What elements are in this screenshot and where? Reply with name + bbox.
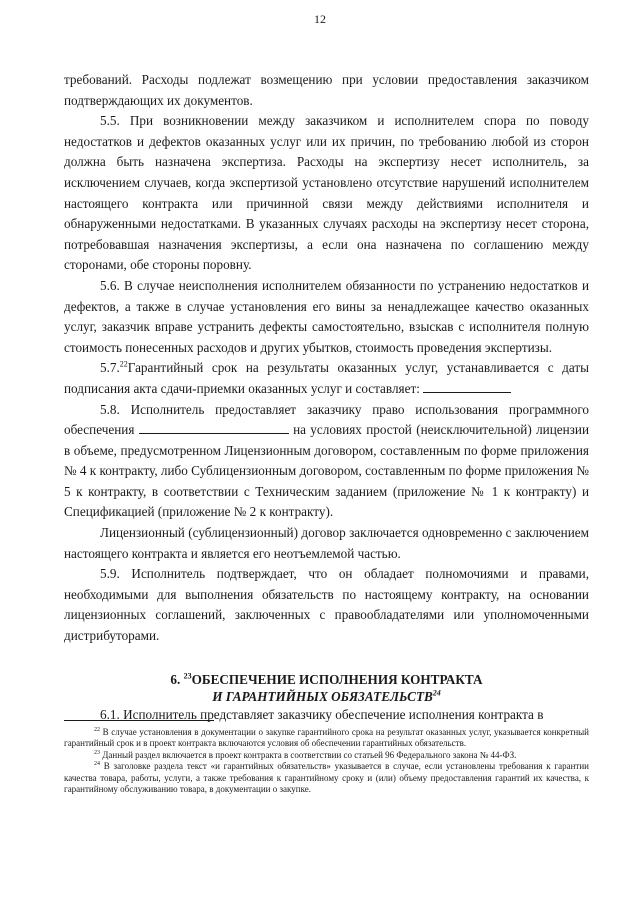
paragraph-text: Гарантийный срок на результаты оказанных услуг, устанавливается с даты подписания акта сдачи-приемки оказанных услуг и составляет: <box>64 360 589 396</box>
footnote-number: 22 <box>94 727 100 733</box>
footnote-separator <box>64 720 214 721</box>
footnote-number: 23 <box>94 749 100 756</box>
heading-line-2: И ГАРАНТИЙНЫХ ОБЯЗАТЕЛЬСТВ <box>212 688 433 704</box>
paragraph-5-9: 5.9. Исполнитель подтверждает, что он обладает полномочиями и правами, необходимыми для выполнения обязательств по настоящему контракту, на основании лицензионных соглашений, заключенных с правообладателями или уполномоченными дистрибуторами. <box>64 566 589 644</box>
paragraph-5-7 <box>64 358 589 399</box>
paragraph-text: на условиях простой (неисключительной) лицензии в объеме, предусмотренном Лицензионным договором, составленным по форме приложения № 4 к контракту, либо Сублицензионным договором, составленным по форме приложения № 5 к контракту, в соответствии с Техническим заданием (приложение № 1 к контракту) и Спецификацией (приложение № 2 к контракту). <box>64 422 590 520</box>
page-number: 12 <box>314 12 326 26</box>
paragraph-5-5: 5.5. При возникновении между заказчиком и исполнителем спора по поводу недостатков и дефектов оказанных услуг или их причин, по требованию любой из сторон должна быть назначена экспертиза. Расходы на экспертизу несет исполнитель, за исключением случаев, когда экспертизой установлено отсутствие нарушений исполнителем настоящего контракта или причинной связи между действиями исполнителя и обнаруженными недостатками. В указанных случаях расходы на экспертизу несет сторона, потребовавшая назначения экспертизы, а если она назначена по соглашению между сторонами, обе стороны поровну. <box>64 113 589 273</box>
footnote-23 <box>64 750 589 761</box>
footnote-24 <box>64 761 589 795</box>
footnote-ref-23: 23 <box>183 671 192 681</box>
footnote-ref-22: 22 <box>119 359 128 369</box>
heading-line-1: ОБЕСПЕЧЕНИЕ ИСПОЛНЕНИЯ КОНТРАКТА <box>191 671 483 687</box>
paragraph-5-8 <box>64 400 589 524</box>
blank-line <box>423 380 511 393</box>
paragraph-text: 5.8. Исполнитель предоставляет заказчику право использования программного обеспечения <box>64 401 589 438</box>
footnote-22 <box>64 727 589 750</box>
footnote-number: 24 <box>94 761 100 768</box>
section-heading <box>64 671 589 705</box>
footnotes <box>64 727 589 795</box>
paragraph-license: Лицензионный (сублицензионный) договор заключается одновременно с заключением настоящего контракта и является его неотъемлемой частью. <box>64 525 589 561</box>
blank-line <box>139 421 289 434</box>
footnote-ref-24: 24 <box>432 688 441 698</box>
footnote-text: В случае установления в документации о закупке гарантийного срока на результат оказанных услуг, указывается конкретный гарантийный срок и в проект контракта включаются условия об обеспечении гарантийных обязательств. <box>64 727 589 749</box>
paragraph-continuation: требований. Расходы подлежат возмещению при условии предоставления заказчиком подтверждающих их документов. <box>64 72 589 108</box>
document-body <box>64 70 589 725</box>
paragraph-number: 5.7. <box>100 360 120 376</box>
heading-number: 6. <box>170 671 184 687</box>
footnote-text: В заголовке раздела текст «и гарантийных обязательств» указывается в случае, если установлены требования к гарантии качества товара, работы, услуги, а также требования к гарантийному сроку и (или) объему предоставления гарантий их качества, к гарантийному обслуживанию товара, в документации о закупке. <box>64 761 589 795</box>
paragraph-5-6: 5.6. В случае неисполнения исполнителем обязанности по устранению недостатков и дефектов, а также в случае установления его вины за ненадлежащее качество оказанных услуг, заказчик вправе устранить дефекты самостоятельно, взыскав с исполнителя полную стоимость понесенных расходов и других убытков, стоимость проведения экспертизы. <box>64 277 589 355</box>
footnote-text: Данный раздел включается в проект контракта в соответствии со статьей 96 Федерального закона № 44-ФЗ. <box>100 749 517 760</box>
paragraph-6-1: 6.1. Исполнитель представляет заказчику обеспечение исполнения контракта в <box>100 706 544 722</box>
